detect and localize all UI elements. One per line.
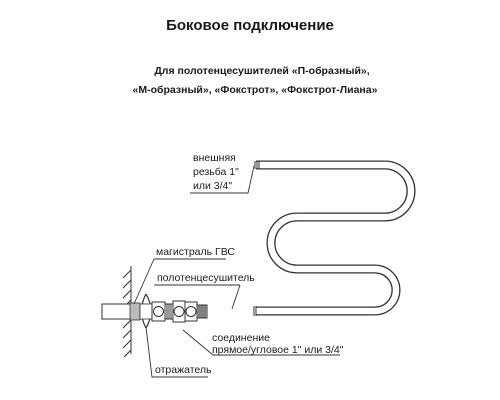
main-pipe-label: магистраль ГВС	[156, 246, 235, 258]
connection-label-line-2: прямое/угловое 1" или 3/4"	[212, 344, 344, 356]
towel-dryer-leader	[232, 285, 240, 309]
union-connector	[152, 301, 197, 322]
main-pipe-stub	[102, 303, 140, 320]
towel-dryer-pipe	[256, 165, 411, 311]
thread-label-line-2: резьба 1"	[193, 166, 239, 178]
subtitle-line-2: «М-образный», «Фокстрот», «Фокстрот-Лиана»	[132, 84, 378, 96]
connection-label-line-1: соединение	[212, 332, 270, 344]
subtitle-line-1: Для полотенцесушителей «П-образный»,	[154, 65, 370, 77]
thread-label-line-3: или 3/4"	[193, 180, 233, 192]
thread-label-line-1: внешняя	[193, 152, 236, 164]
reflector-label: отражатель	[155, 364, 212, 376]
towel-dryer-label: полотенцесушитель	[157, 272, 255, 284]
page-title: Боковое подключение	[166, 17, 334, 34]
bottom-thread	[197, 305, 256, 318]
reflector	[140, 294, 152, 328]
